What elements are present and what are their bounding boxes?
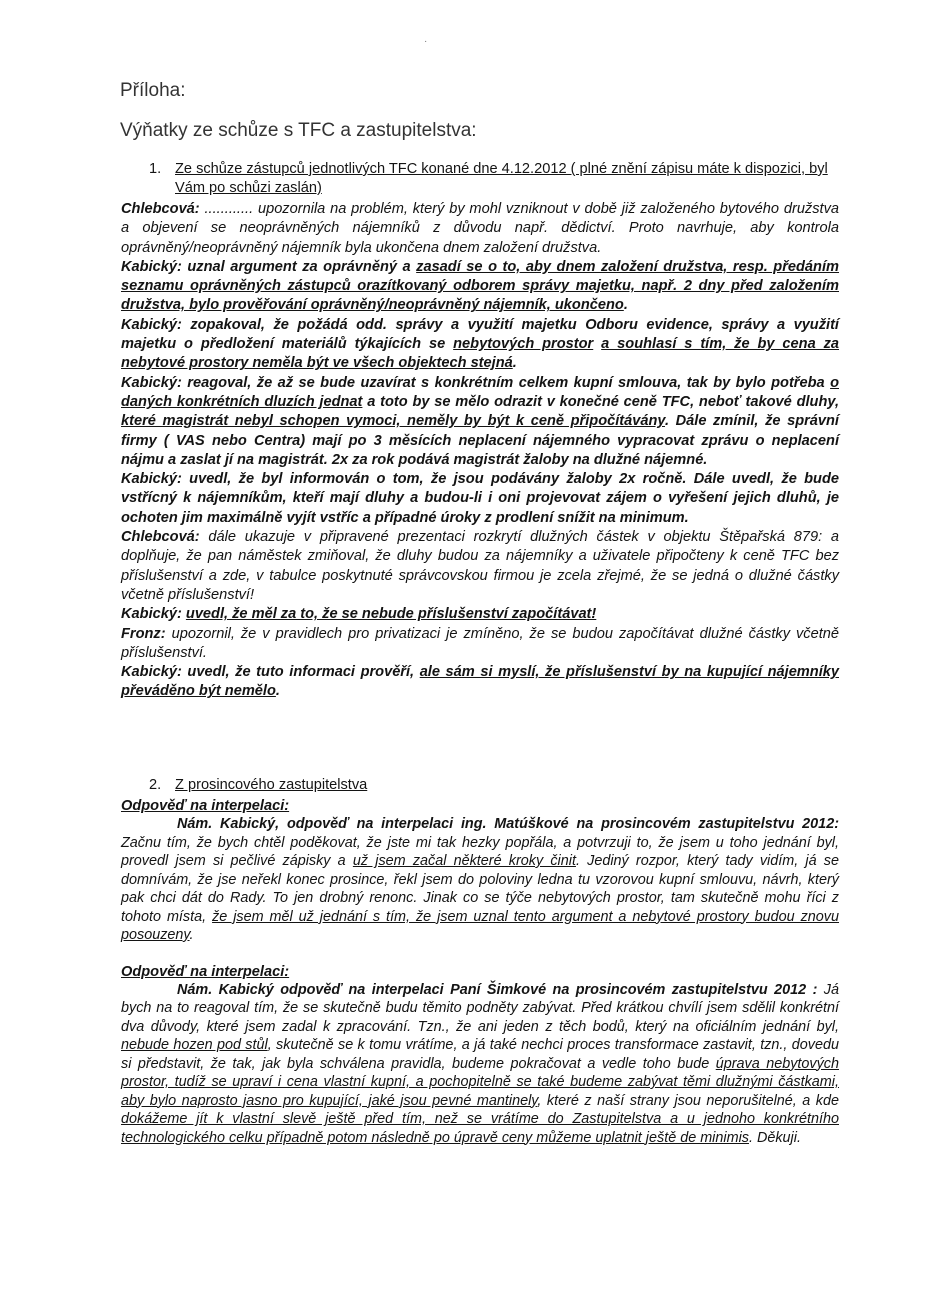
section-council: [121, 776, 839, 1147]
speaker-name: Kabický:: [121, 664, 182, 681]
underlined-text: které magistrát nebyl schopen vymoci, neměly by být k ceně připočítávány: [121, 413, 665, 430]
section-2-heading: [121, 776, 839, 795]
minutes-entry: [121, 470, 839, 528]
underlined-text: ale sám si myslí, že příslušenství by na kupující nájemníky převáděno být nemělo: [121, 664, 839, 700]
entry-text: dále ukazuje v připravené prezentaci rozkrytí dlužných částek v objektu Štěpařská 879: a doplňuje, že pan náměstek zmiňoval, že dluhy budou za nájemníky a uživatele připočteny k ceně TFC bez příslušenství a zde, v tabulce poskytnuté správcovskou firmou je zcela zřejmé, že se jedná o dlužné částky včetně příslušenství!: [121, 529, 839, 603]
speaker-name: Kabický:: [121, 374, 182, 391]
scan-dot: ·: [424, 36, 428, 47]
section-1-heading: [121, 160, 839, 198]
underlined-text: úprava nebytových prostor, tudíž se upraví i cena vlastní kupní, a pochopitelně se také budeme zabývat těmi dlužnými částkami, aby bylo naprosto jasno pro kupující, jaké jsou pevné mantinely: [121, 1055, 839, 1109]
attachment-label: Příloha:: [120, 80, 186, 101]
entry-text: uvedl, že byl informován o tom, že jsou podávány žaloby 2x ročně. Dále uvedl, že bude vstřícný k nájemníkům, kteří mají dluhy a budou-li i oni projevovat zájem o vyřešení jejich dluhů, je ochoten jim maximálně vyjít vstříc a případné úroky z prodlení snížit na minimum.: [121, 471, 839, 526]
minutes-entry: [121, 200, 839, 258]
speaker-name: Chlebcová:: [121, 529, 200, 546]
speaker-name: Chlebcová:: [121, 201, 200, 217]
speaker-name: Fronz:: [121, 625, 166, 642]
entry-text: .: [275, 683, 280, 700]
answer-text: Začnu tím, že bych chtěl poděkovat, že jste mi tak hezky popřála, a potvrzuji to, že jsem u toho jednání byl, provedl jsem si pečlivé zápisky a: [121, 834, 839, 869]
speaker-name: Kabický:: [121, 316, 182, 333]
section-number: 2.: [149, 777, 162, 793]
minutes-entry: [121, 528, 839, 605]
answer-lead: Nám. Kabický odpověď na interpelaci Paní Šimkové na prosincovém zastupitelstvu 2012 :: [177, 981, 818, 998]
minutes-entry: [121, 316, 839, 374]
entry-text: ............ upozornila na problém, který by mohl vzniknout v době již založeného bytového družstva a objevení se neoprávněných nájemníků z důvodu např. dědictví. Proto navrhuje, aby kontrola oprávněný/neoprávněný nájemník byla ukončena dnem založení družstva.: [121, 201, 839, 256]
minutes-entry: [121, 605, 839, 624]
speaker-name: Kabický:: [121, 606, 182, 623]
underlined-text: a souhlasí s tím, že by cena za nebytové prostory neměla být ve všech objektech stejná: [121, 336, 840, 372]
underlined-text: že jsem měl už jednání s tím, že jsem uznal tento argument a nebytové prostory budou znovu posouzeny: [121, 908, 839, 943]
underlined-text: o daných konkrétních dluzích jednat: [121, 374, 839, 410]
entry-text: upozornil, že v pravidlech pro privatizaci je zmíněno, že se budou započítávat dlužné částky včetně příslušenství.: [121, 625, 839, 661]
answer-text: , které z naší strany jsou neporušitelné, a kde: [537, 1092, 839, 1109]
answer-text: . Děkuji.: [748, 1129, 801, 1146]
document-title: Výňatky ze schůze s TFC a zastupitelstva:: [120, 120, 477, 141]
answer-text: .: [189, 927, 194, 943]
entry-text: uvedl, že tuto informaci prověří,: [181, 664, 420, 681]
section-title: Z prosincového zastupitelstva: [175, 777, 368, 793]
interpellation-answer: [121, 815, 839, 945]
speaker-name: Kabický:: [121, 258, 182, 275]
minutes-entry: [121, 663, 839, 702]
underlined-text: už jsem začal některé kroky činit: [352, 853, 576, 869]
underlined-text: zasadí se o to, aby dnem založení družstva, resp. předáním seznamu oprávněných zástupců orazítkovaný odborem správy majetku, např. 2 dny před založením družstva, bylo prověřování oprávněný/neoprávněný nájemník, ukončeno: [121, 258, 839, 314]
interpellation-label: Odpověď na interpelaci:: [121, 963, 290, 980]
entry-text: .: [512, 355, 517, 372]
underlined-text: nebytových prostor: [453, 336, 594, 353]
entry-text: zopakoval, že požádá odd. správy a využití majetku Odboru evidence, správy a využití majetku o předložení materiálů týkajících se: [121, 316, 839, 353]
section-title: Ze schůze zástupců jednotlivých TFC konané dne 4.12.2012 ( plné znění zápisu máte k dispozici, byl Vám po schůzi zaslán): [175, 161, 828, 196]
interpellation-answer: [121, 981, 839, 1148]
speaker-name: Kabický:: [121, 471, 182, 488]
entry-text: . Dále zmínil, že správní firmy ( VAS nebo Centra) mají po 3 měsících neplacení nájemného vypracovat zprávu o neplacení nájmu a zaslat jí na magistrát. 2x za rok podává magistrát žaloby na dlužné nájemné.: [121, 413, 839, 468]
minutes-entry: [121, 258, 839, 316]
entry-text: [593, 336, 601, 352]
entry-text: uznal argument za oprávněný a: [181, 258, 417, 275]
minutes-entry: [121, 374, 839, 470]
answer-text: . Jediný rozpor, který tady vidím, já se domnívám, že jse neřekl konec prosince, řekl jsem do poloviny ledna tu vzorovou kupní smlouvu, návrh, který pak chci dát do Rady. To jen drobný renonc. Jinak co se týče nebytových prostor, tam skutečně mohu říci z tohoto místa,: [121, 853, 840, 925]
answer-text: , skutečně se k tomu vrátíme, a já také nechci proces transformace zastavit, tzn., dovedu si představit, že tak, jak byla schválena pravidla, budeme pokračovat a vedle toho bude: [121, 1037, 839, 1072]
minutes-entry: [121, 625, 839, 664]
section-tfc-meeting: [121, 160, 839, 702]
underlined-text: nebude hozen pod stůl: [121, 1037, 268, 1053]
underlined-text: dokážeme jít k vlastní slevě ještě před tím, než se vrátíme do Zastupitelstva a u jednoho konkrétního technologického celku případně potom následně po úpravě ceny můžeme uplatnit ještě de minimis: [121, 1111, 839, 1146]
underlined-text: uvedl, že měl za to, že se nebude příslušenství započítávat!: [185, 606, 597, 623]
entry-text: .: [623, 297, 628, 314]
section-number: 1.: [149, 161, 162, 177]
answer-lead: Nám. Kabický, odpověď na interpelaci ing. Matúškové na prosincovém zastupitelstvu 2012:: [177, 816, 839, 832]
entry-text: a toto by se mělo odrazit v konečné ceně TFC, neboť takové dluhy,: [362, 393, 839, 410]
answer-text: Já bych na to reagoval tím, že se skutečně budu těmito podněty zabývat. Před krátkou chvílí jsem sdělil konkrétní dva důvody, které jsem zadal k zpracování. Tzn., že ani jeden z těch bodů, který na oficiálním jednání byl,: [121, 981, 839, 1035]
interpellation-label: Odpověď na interpelaci:: [121, 798, 290, 814]
entry-text: reagoval, že až se bude uzavírat s konkrétním celkem kupní smlouva, tak by bylo potřeba: [181, 374, 831, 391]
